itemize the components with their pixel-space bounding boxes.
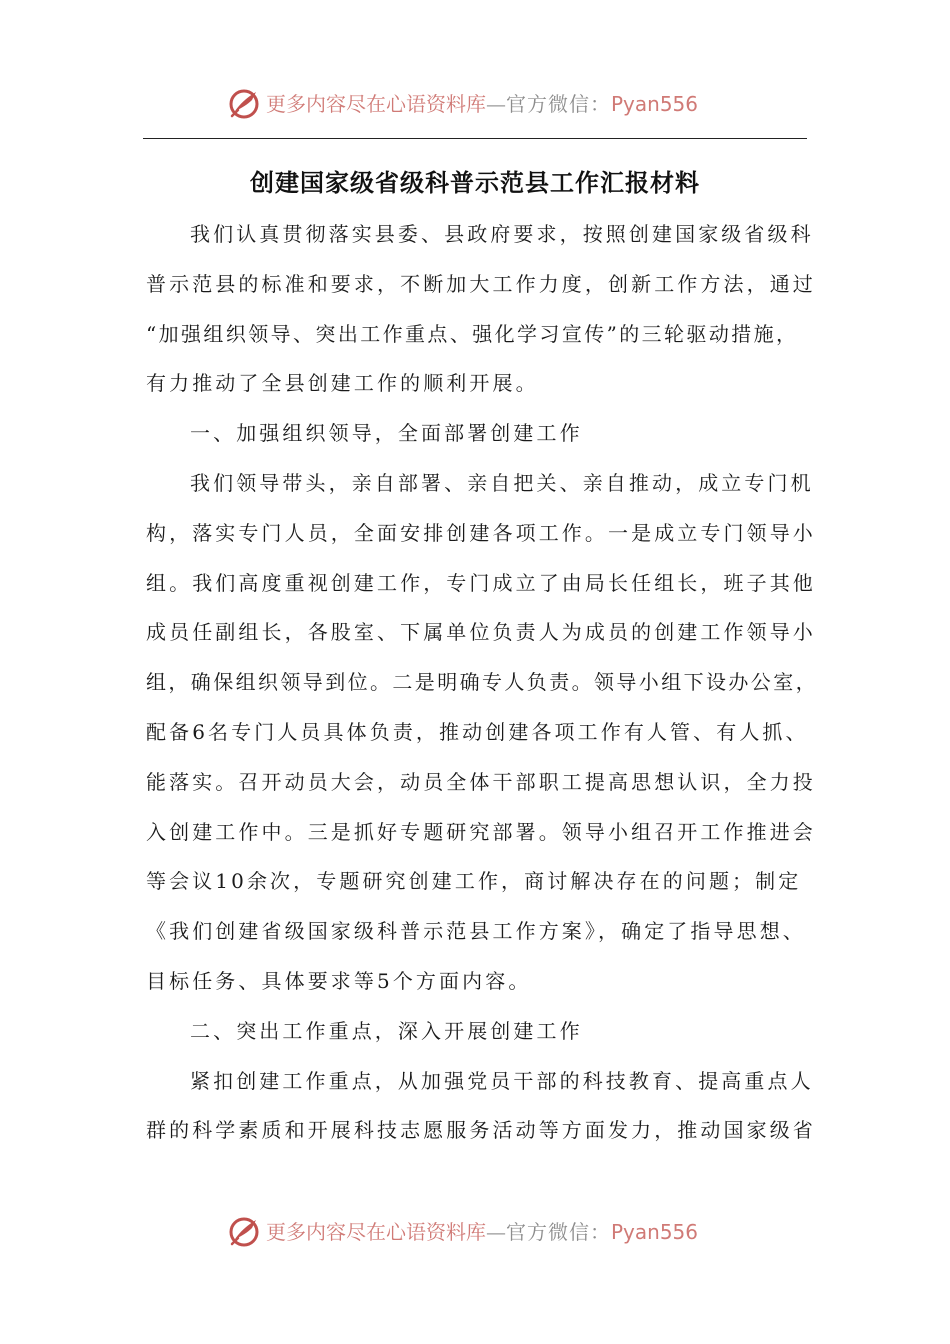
text-line: 成员任副组长，各股室、下属单位负责人为成员的创建工作领导小: [146, 620, 816, 645]
section-heading: 一、加强组织领导，全面部署创建工作: [190, 421, 583, 446]
header-watermark: [0, 84, 950, 124]
watermark-separator: —: [486, 1220, 506, 1244]
text-line: 组，确保组织领导到位。二是明确专人负责。领导小组下设办公室，: [146, 670, 818, 695]
section-heading: 二、突出工作重点，深入开展创建工作: [190, 1018, 583, 1043]
watermark-account: Pyan556: [611, 92, 699, 116]
text-line: 构，落实专门人员，全面安排创建各项工作。一是成立专门领导小: [146, 520, 816, 545]
header-rule: [143, 138, 807, 139]
document-body: [146, 210, 818, 1156]
watermark-account: Pyan556: [611, 1220, 699, 1244]
watermark-official: 官方微信：: [506, 92, 611, 116]
pen-nib-logo-icon: [226, 86, 262, 122]
text-line: 《我们创建省级国家级科普示范县工作方案》，确定了指导思想、: [146, 919, 806, 944]
watermark-library: 更多内容尽在心语资料库: [266, 1220, 486, 1244]
text-line: 配备6名专门人员具体负责，推动创建各项工作有人管、有人抓、: [146, 719, 809, 744]
document-title: 创建国家级省级科普示范县工作汇报材料: [250, 168, 700, 197]
footer-watermark: [0, 1212, 950, 1252]
text-line: 普示范县的标准和要求，不断加大工作力度，创新工作方法，通过: [146, 271, 816, 296]
text-line: 我们认真贯彻落实县委、县政府要求，按照创建国家级省级科: [190, 222, 814, 246]
text-line: 有力推动了全县创建工作的顺利开展。: [146, 371, 539, 396]
text-line: 能落实。召开动员大会，动员全体干部职工提高思想认识，全力投: [146, 769, 816, 794]
text-line: 目标任务、具体要求等5个方面内容。: [146, 968, 532, 993]
text-line: 组。我们高度重视创建工作，专门成立了由局长任组长，班子其他: [146, 570, 816, 595]
text-line: 紧扣创建工作重点，从加强党员干部的科技教育、提高重点人: [190, 1068, 814, 1093]
watermark-separator: —: [486, 92, 506, 116]
text-line: 等会议10余次，专题研究创建工作，商讨解决存在的问题；制定: [146, 869, 802, 894]
watermark-official: 官方微信：: [506, 1220, 611, 1244]
watermark-text: [266, 90, 698, 118]
text-line: 我们领导带头，亲自部署、亲自把关、亲自推动，成立专门机: [190, 470, 814, 495]
pen-nib-logo-icon: [226, 1214, 262, 1250]
watermark-library: 更多内容尽在心语资料库: [266, 92, 486, 116]
watermark-text: [266, 1218, 698, 1246]
text-line: “加强组织领导、突出工作重点、强化学习宣传”的三轮驱动措施，: [146, 321, 799, 346]
text-line: 入创建工作中。三是抓好专题研究部署。领导小组召开工作推进会: [146, 819, 816, 844]
text-line: 群的科学素质和开展科技志愿服务活动等方面发力，推动国家级省: [146, 1118, 816, 1143]
